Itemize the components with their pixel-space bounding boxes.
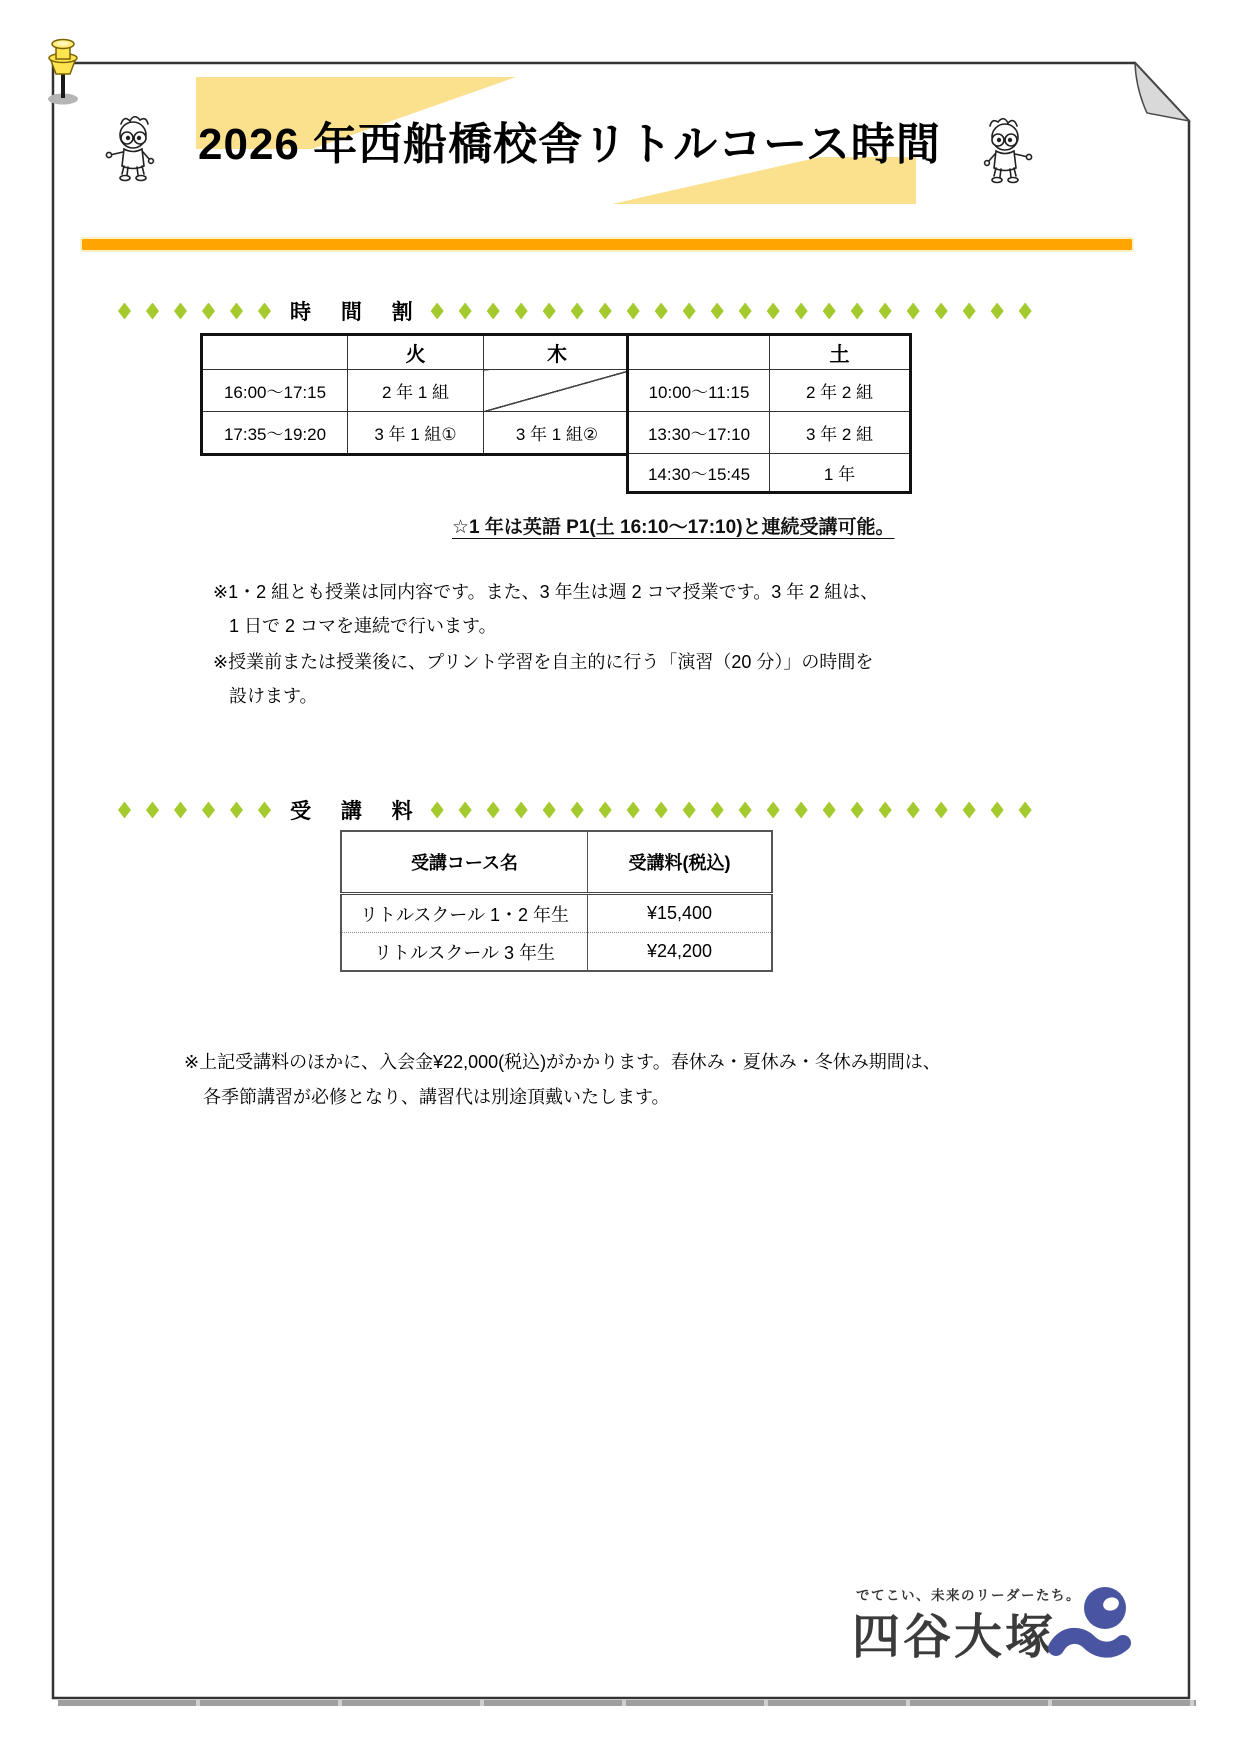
diamond-icon xyxy=(851,802,864,819)
diamond-icon xyxy=(991,802,1004,819)
diamond-icon xyxy=(823,802,836,819)
fee-note-line-1: ※上記受講料のほかに、入会金¥22,000(税込)がかかります。春休み・夏休み・冬休み期間は、 xyxy=(184,1052,941,1072)
diamond-icon xyxy=(1019,802,1032,819)
diamond-icon xyxy=(202,303,215,320)
diamond-icon xyxy=(851,303,864,320)
day-header-thu: 木 xyxy=(484,335,632,370)
diamond-icon xyxy=(459,303,472,320)
class-cell: 1 年 xyxy=(770,454,911,493)
diamond-icon xyxy=(711,303,724,320)
diamond-icon xyxy=(683,802,696,819)
diamond-icon xyxy=(795,303,808,320)
diamond-icon xyxy=(487,802,500,819)
logo-tagline: でてこい、未来のリーダーたち。 xyxy=(856,1588,1081,1603)
table-row xyxy=(628,370,911,412)
course-name-cell: リトルスクール 1・2 年生 xyxy=(359,904,570,925)
diamond-icon xyxy=(174,802,187,819)
diamond-icon xyxy=(515,303,528,320)
diamond-icon xyxy=(739,802,752,819)
diamond-icon xyxy=(907,303,920,320)
diamond-row-right xyxy=(431,303,1047,320)
schedule-table-saturday xyxy=(626,333,912,494)
diamond-icon xyxy=(795,802,808,819)
class-cell: 3 年 2 組 xyxy=(770,412,911,454)
blank-header-cell xyxy=(628,335,770,370)
diamond-icon xyxy=(146,802,159,819)
diamond-icon xyxy=(963,802,976,819)
diamond-icon xyxy=(655,303,668,320)
diamond-icon xyxy=(767,802,780,819)
price-cell: ¥24,200 xyxy=(588,933,773,972)
diamond-icon xyxy=(599,802,612,819)
diamond-icon xyxy=(739,303,752,320)
diamond-icon xyxy=(543,303,556,320)
table-row xyxy=(341,894,772,933)
time-cell: 17:35～19:20 xyxy=(202,412,348,455)
fee-col-course-header: 受講コース名 xyxy=(341,831,588,894)
timetable-section-header xyxy=(118,296,1047,326)
class-cell: 2 年 2 組 xyxy=(770,370,911,412)
star-note: ☆1 年は英語 P1(土 16:10～17:10)と連続受講可能。 xyxy=(452,517,895,538)
diamond-icon xyxy=(543,802,556,819)
class-cell: 3 年 1 組② xyxy=(484,412,632,455)
table-row xyxy=(628,335,911,370)
price-cell: ¥15,400 xyxy=(588,894,773,933)
timetable-heading: 時 間 割 xyxy=(290,301,425,324)
cartoon-kid-right-icon xyxy=(976,114,1034,194)
course-name-cell: リトルスクール 3 年生 xyxy=(341,933,588,972)
diamond-icon xyxy=(258,802,271,819)
diamond-icon xyxy=(431,802,444,819)
diamond-row-right xyxy=(431,802,1047,819)
time-cell: 16:00～17:15 xyxy=(202,370,348,412)
diamond-icon xyxy=(515,802,528,819)
diamond-icon xyxy=(935,303,948,320)
diamond-icon xyxy=(655,802,668,819)
class-cell: 3 年 1 組① xyxy=(348,412,484,455)
page-title: 2026 年西船橋校舎リトルコース時間 xyxy=(198,120,941,169)
yotsuya-otsuka-mascot-icon xyxy=(1046,1584,1138,1672)
table-row xyxy=(341,933,772,972)
diamond-icon xyxy=(202,802,215,819)
diamond-icon xyxy=(1019,303,1032,320)
diamond-icon xyxy=(599,303,612,320)
diamond-icon xyxy=(571,303,584,320)
diamond-row-left xyxy=(118,802,286,819)
diamond-icon xyxy=(991,303,1004,320)
diamond-icon xyxy=(258,303,271,320)
time-cell: 10:00～11:15 xyxy=(628,370,770,412)
diamond-icon xyxy=(963,303,976,320)
diamond-row-left xyxy=(118,303,286,320)
diamond-icon xyxy=(907,802,920,819)
timetable-note-1-line-2: 1 日で 2 コマを連続で行います。 xyxy=(229,616,497,636)
orange-divider xyxy=(82,239,1132,250)
time-cell: 14:30～15:45 xyxy=(628,454,770,493)
time-cell: 13:30～17:10 xyxy=(628,412,770,454)
fees-heading: 受 講 料 xyxy=(290,800,425,823)
day-header-sat: 土 xyxy=(770,335,911,370)
diagonal-empty-cell xyxy=(484,370,632,412)
diamond-icon xyxy=(459,802,472,819)
fee-col-price-header: 受講料(税込) xyxy=(588,831,773,894)
diamond-icon xyxy=(627,303,640,320)
diamond-icon xyxy=(823,303,836,320)
table-row xyxy=(202,412,632,455)
diamond-icon xyxy=(230,802,243,819)
table-row xyxy=(628,412,911,454)
day-header-tue: 火 xyxy=(348,335,484,370)
diamond-icon xyxy=(174,303,187,320)
timetable-note-1-line-1: ※1・2 組とも授業は同内容です。また、3 年生は週 2 コマ授業です。3 年 2 組は、 xyxy=(213,582,879,602)
logo-name: 四谷大塚 xyxy=(852,1611,1057,1664)
timetable-note-2-line-2: 設けます。 xyxy=(229,686,318,706)
table-row xyxy=(341,831,772,894)
cartoon-kid-left-icon xyxy=(104,112,162,192)
diamond-icon xyxy=(879,802,892,819)
paper-shadow xyxy=(58,1700,1196,1706)
blank-header-cell xyxy=(202,335,348,370)
table-row xyxy=(202,335,632,370)
diamond-icon xyxy=(118,303,131,320)
table-row xyxy=(628,454,911,493)
diamond-icon xyxy=(879,303,892,320)
fee-note-line-2: 各季節講習が必修となり、講習代は別途頂戴いたします。 xyxy=(203,1087,670,1107)
diamond-icon xyxy=(146,303,159,320)
diamond-icon xyxy=(487,303,500,320)
diamond-icon xyxy=(118,802,131,819)
diamond-icon xyxy=(683,303,696,320)
timetable-note-2-line-1: ※授業前または授業後に、プリント学習を自主的に行う「演習（20 分）」の時間を xyxy=(213,652,874,672)
diamond-icon xyxy=(571,802,584,819)
diamond-icon xyxy=(711,802,724,819)
diamond-icon xyxy=(935,802,948,819)
fee-table xyxy=(340,830,773,972)
schedule-table-weekday xyxy=(200,333,633,456)
diamond-icon xyxy=(431,303,444,320)
class-cell: 2 年 1 組 xyxy=(348,370,484,412)
table-row xyxy=(202,370,632,412)
diamond-icon xyxy=(767,303,780,320)
diamond-icon xyxy=(627,802,640,819)
diamond-icon xyxy=(230,303,243,320)
fees-section-header xyxy=(118,795,1047,825)
